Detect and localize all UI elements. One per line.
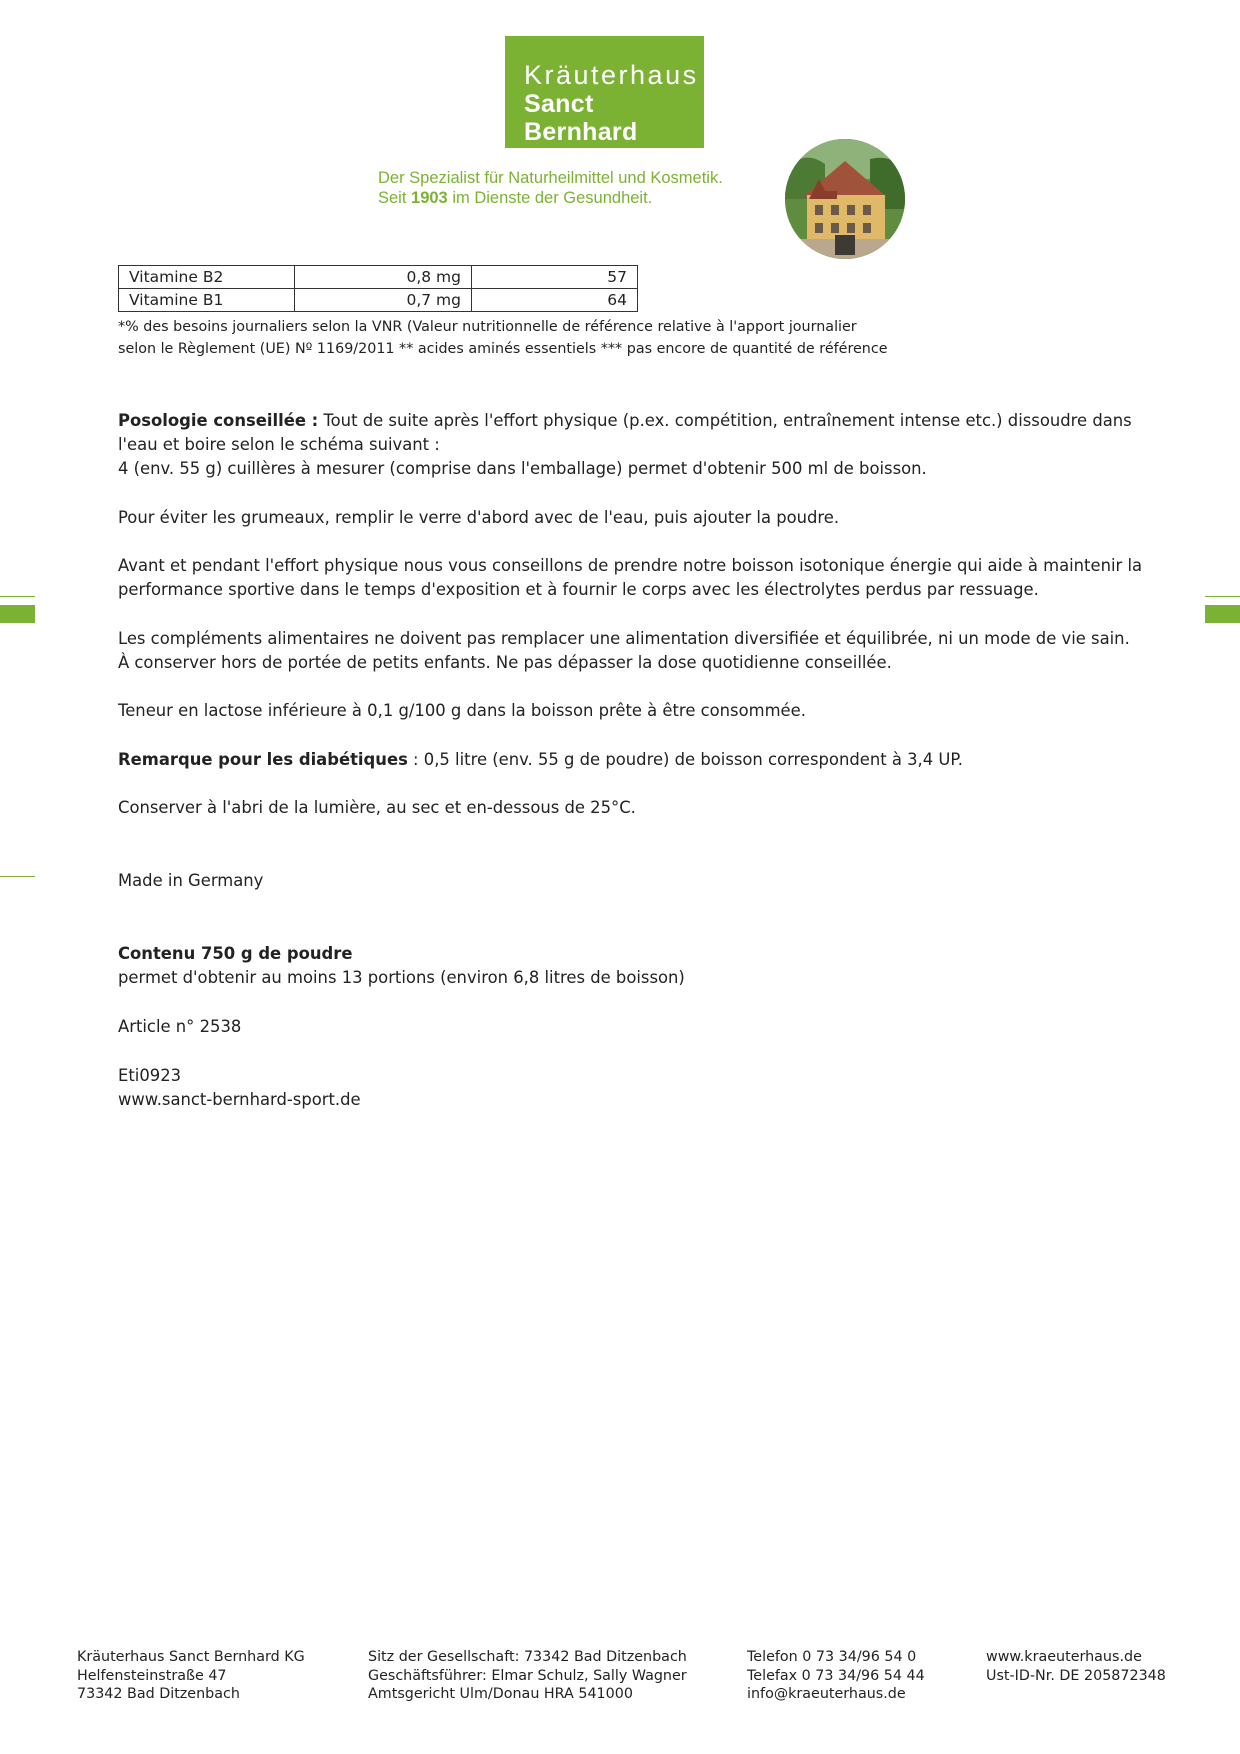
lactose-paragraph: Teneur en lactose inférieure à 0,1 g/100 g dans la boisson prête à être consommée.: [118, 701, 806, 720]
effort-paragraph: Avant et pendant l'effort physique nous vous conseillons de prendre notre boisson isotonique énergie qui aide à maintenir la performance sportive dans le temps d'exposition et à fournir le corps avec les électrolytes perdus par ressuage.: [118, 556, 1143, 599]
tagline: [378, 168, 723, 208]
made-in: Made in Germany: [118, 871, 264, 890]
footer-web: www.kraeuterhaus.de Ust-ID-Nr. DE 205872348: [986, 1649, 1166, 1684]
posology-paragraph: Posologie conseillée : Tout de suite après l'effort physique (p.ex. compétition, entraînement intense etc.) dissoudre dans l'eau et boire selon le schéma suivant : 4 (env. 55 g) cuillères à mesurer (comprise dans l'emballage) permet d'obtenir 500 ml de boisson.: [118, 411, 1132, 478]
tagline-year: 1903: [411, 189, 448, 207]
contents-title: Contenu 750 g de poudre: [118, 944, 353, 963]
lumps-paragraph: Pour éviter les grumeaux, remplir le verre d'abord avec de l'eau, puis ajouter la poudre.: [118, 508, 840, 527]
fold-line-right-1: [1205, 596, 1240, 597]
nutrient-percent: 64: [472, 289, 638, 312]
fold-mark-right: [1205, 605, 1240, 623]
contents-block: Contenu 750 g de poudre permet d'obtenir au moins 13 portions (environ 6,8 litres de boisson): [118, 944, 685, 987]
nutrition-table: [118, 265, 638, 312]
label-code: Eti0923 www.sanct-bernhard-sport.de: [118, 1064, 1138, 1112]
supplements-paragraph: Les compléments alimentaires ne doivent pas remplacer une alimentation diversifiée et équilibrée, ni un mode de vie sain. À conserver hors de portée de petits enfants. Ne pas dépasser la dose quotidienne conseillée.: [118, 629, 1130, 672]
nutrient-name: Vitamine B2: [119, 266, 295, 289]
website-link[interactable]: www.sanct-bernhard-sport.de: [118, 1090, 361, 1109]
brand-logo: [505, 36, 704, 148]
fold-line-left-1: [0, 596, 35, 597]
footer-contact: Telefon 0 73 34/96 54 0 Telefax 0 73 34/96 54 44 info@kraeuterhaus.de: [747, 1649, 925, 1702]
fold-line-left-2: [0, 876, 35, 877]
article-number: Article n° 2538: [118, 1017, 242, 1036]
table-row: [119, 266, 638, 289]
table-footnote: *% des besoins journaliers selon la VNR (Valeur nutritionnelle de référence relative à l'apport journalier selon le Règlement (UE) Nº 1169/2011 ** acides aminés essentiels *** pas encore de quantité de référence: [118, 319, 888, 357]
logo-line2: Sanct Bernhard: [524, 90, 638, 146]
footer-email[interactable]: info@kraeuterhaus.de: [747, 1686, 906, 1702]
building-photo: [785, 139, 905, 259]
nutrient-amount: 0,7 mg: [295, 289, 472, 312]
tagline-line2: Seit 1903 im Dienste der Gesundheit.: [378, 189, 653, 207]
posology-label: Posologie conseillée :: [118, 411, 319, 430]
diabetics-paragraph: Remarque pour les diabétiques : 0,5 litre (env. 55 g de poudre) de boisson correspondent à 3,4 UP.: [118, 750, 963, 769]
nutrient-name: Vitamine B1: [119, 289, 295, 312]
nutrient-amount: 0,8 mg: [295, 266, 472, 289]
nutrient-percent: 57: [472, 266, 638, 289]
tagline-line1: Der Spezialist für Naturheilmittel und Kosmetik.: [378, 169, 723, 187]
footer-company: Kräuterhaus Sanct Bernhard KG Helfensteinstraße 47 73342 Bad Ditzenbach: [77, 1649, 305, 1702]
fold-mark-left: [0, 605, 35, 623]
logo-line1: Kräuterhaus: [524, 60, 699, 90]
footer-legal: Sitz der Gesellschaft: 73342 Bad Ditzenbach Geschäftsführer: Elmar Schulz, Sally Wagner Amtsgericht Ulm/Donau HRA 541000: [368, 1649, 687, 1702]
storage-paragraph: Conserver à l'abri de la lumière, au sec et en-dessous de 25°C.: [118, 798, 636, 817]
footer-website[interactable]: www.kraeuterhaus.de: [986, 1649, 1142, 1665]
diabetics-label: Remarque pour les diabétiques: [118, 750, 408, 769]
table-row: [119, 289, 638, 312]
